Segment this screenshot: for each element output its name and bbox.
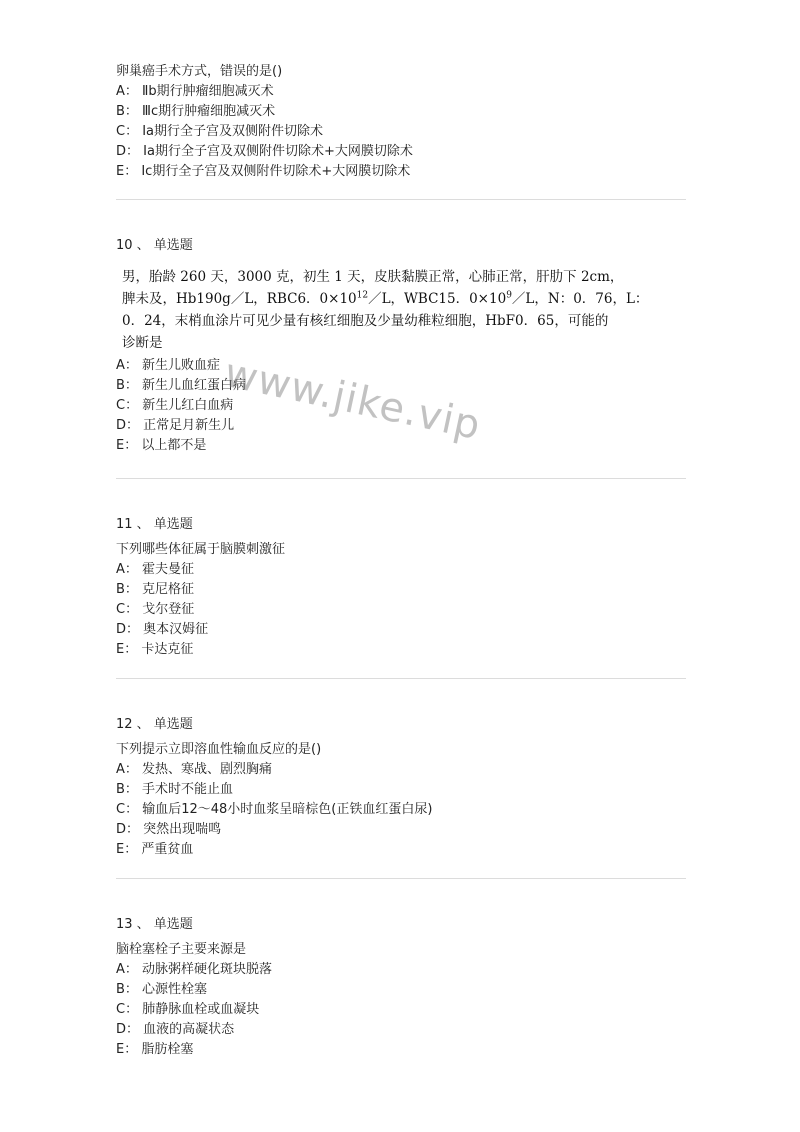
option-b: B： 手术时不能止血 bbox=[116, 782, 234, 797]
question-13 bbox=[116, 915, 686, 1060]
option-e: E： 严重贫血 bbox=[116, 842, 194, 857]
option-a: A： 新生儿败血症 bbox=[116, 358, 221, 373]
stem-line: 男，胎龄 260 天，3000 克，初生 1 天，皮肤黏膜正常，心肺正常，肝肋下 2cm， bbox=[122, 269, 624, 285]
option-d: D： Ⅰa期行全子宫及双侧附件切除术+大网膜切除术 bbox=[116, 144, 413, 159]
question-number: 11 、 单选题 bbox=[116, 517, 193, 532]
option-b: B： 心源性栓塞 bbox=[116, 982, 208, 997]
option-b: B： 克尼格征 bbox=[116, 582, 195, 597]
option-c: C： 输血后12～48小时血浆呈暗棕色(正铁血红蛋白尿) bbox=[116, 802, 433, 817]
option-d: D： 奥本汉姆征 bbox=[116, 622, 209, 637]
option-e: E： 以上都不是 bbox=[116, 438, 207, 453]
option-d: D： 突然出现喘鸣 bbox=[116, 822, 222, 837]
question-number: 13 、 单选题 bbox=[116, 917, 193, 932]
option-a: A： 动脉粥样硬化斑块脱落 bbox=[116, 962, 273, 977]
stem-line: 0．24，末梢血涂片可见少量有核红细胞及少量幼稚粒细胞，HbF0．65，可能的 bbox=[122, 313, 609, 329]
divider bbox=[116, 878, 686, 879]
option-d: D： 正常足月新生儿 bbox=[116, 418, 235, 433]
option-c: C： 肺静脉血栓或血凝块 bbox=[116, 1002, 260, 1017]
question-number: 10 、 单选题 bbox=[116, 238, 193, 253]
option-a: A： 发热、寒战、剧烈胸痛 bbox=[116, 762, 273, 777]
option-e: E： 脂肪栓塞 bbox=[116, 1042, 194, 1057]
question-10 bbox=[116, 236, 686, 456]
option-b: B： Ⅲc期行肿瘤细胞减灭术 bbox=[116, 104, 276, 119]
option-e: E： Ⅰc期行全子宫及双侧附件切除术+大网膜切除术 bbox=[116, 164, 411, 179]
option-a: A： 霍夫曼征 bbox=[116, 562, 195, 577]
divider bbox=[116, 478, 686, 479]
stem-line: 脾未及，Hb190g／L，RBC6．$0\times 10^{12}/L$，WBC15．$0\times 10^9/L$，N：0．76，L： bbox=[122, 290, 649, 307]
question-stem-scanned bbox=[122, 266, 682, 354]
question-stem: 下列哪些体征属于脑膜刺激征 bbox=[116, 542, 286, 557]
option-c: C： 新生儿红白血病 bbox=[116, 398, 234, 413]
question-number: 12 、 单选题 bbox=[116, 717, 193, 732]
question-stem: 脑栓塞栓子主要来源是 bbox=[116, 942, 247, 957]
option-c: C： Ⅰa期行全子宫及双侧附件切除术 bbox=[116, 124, 324, 139]
question-9 bbox=[116, 62, 686, 182]
option-d: D： 血液的高凝状态 bbox=[116, 1022, 235, 1037]
watermark: www.jike.vip bbox=[220, 350, 485, 450]
divider bbox=[116, 199, 686, 200]
stem-line: 诊断是 bbox=[122, 335, 163, 351]
question-12 bbox=[116, 715, 686, 860]
option-a: A： Ⅱb期行肿瘤细胞减灭术 bbox=[116, 84, 274, 99]
question-stem: 卵巢癌手术方式，错误的是() bbox=[116, 64, 283, 79]
option-b: B： 新生儿血红蛋白病 bbox=[116, 378, 247, 393]
question-11 bbox=[116, 515, 686, 660]
divider bbox=[116, 678, 686, 679]
option-c: C： 戈尔登征 bbox=[116, 602, 195, 617]
question-stem: 下列提示立即溶血性输血反应的是() bbox=[116, 742, 322, 757]
option-e: E： 卡达克征 bbox=[116, 642, 194, 657]
